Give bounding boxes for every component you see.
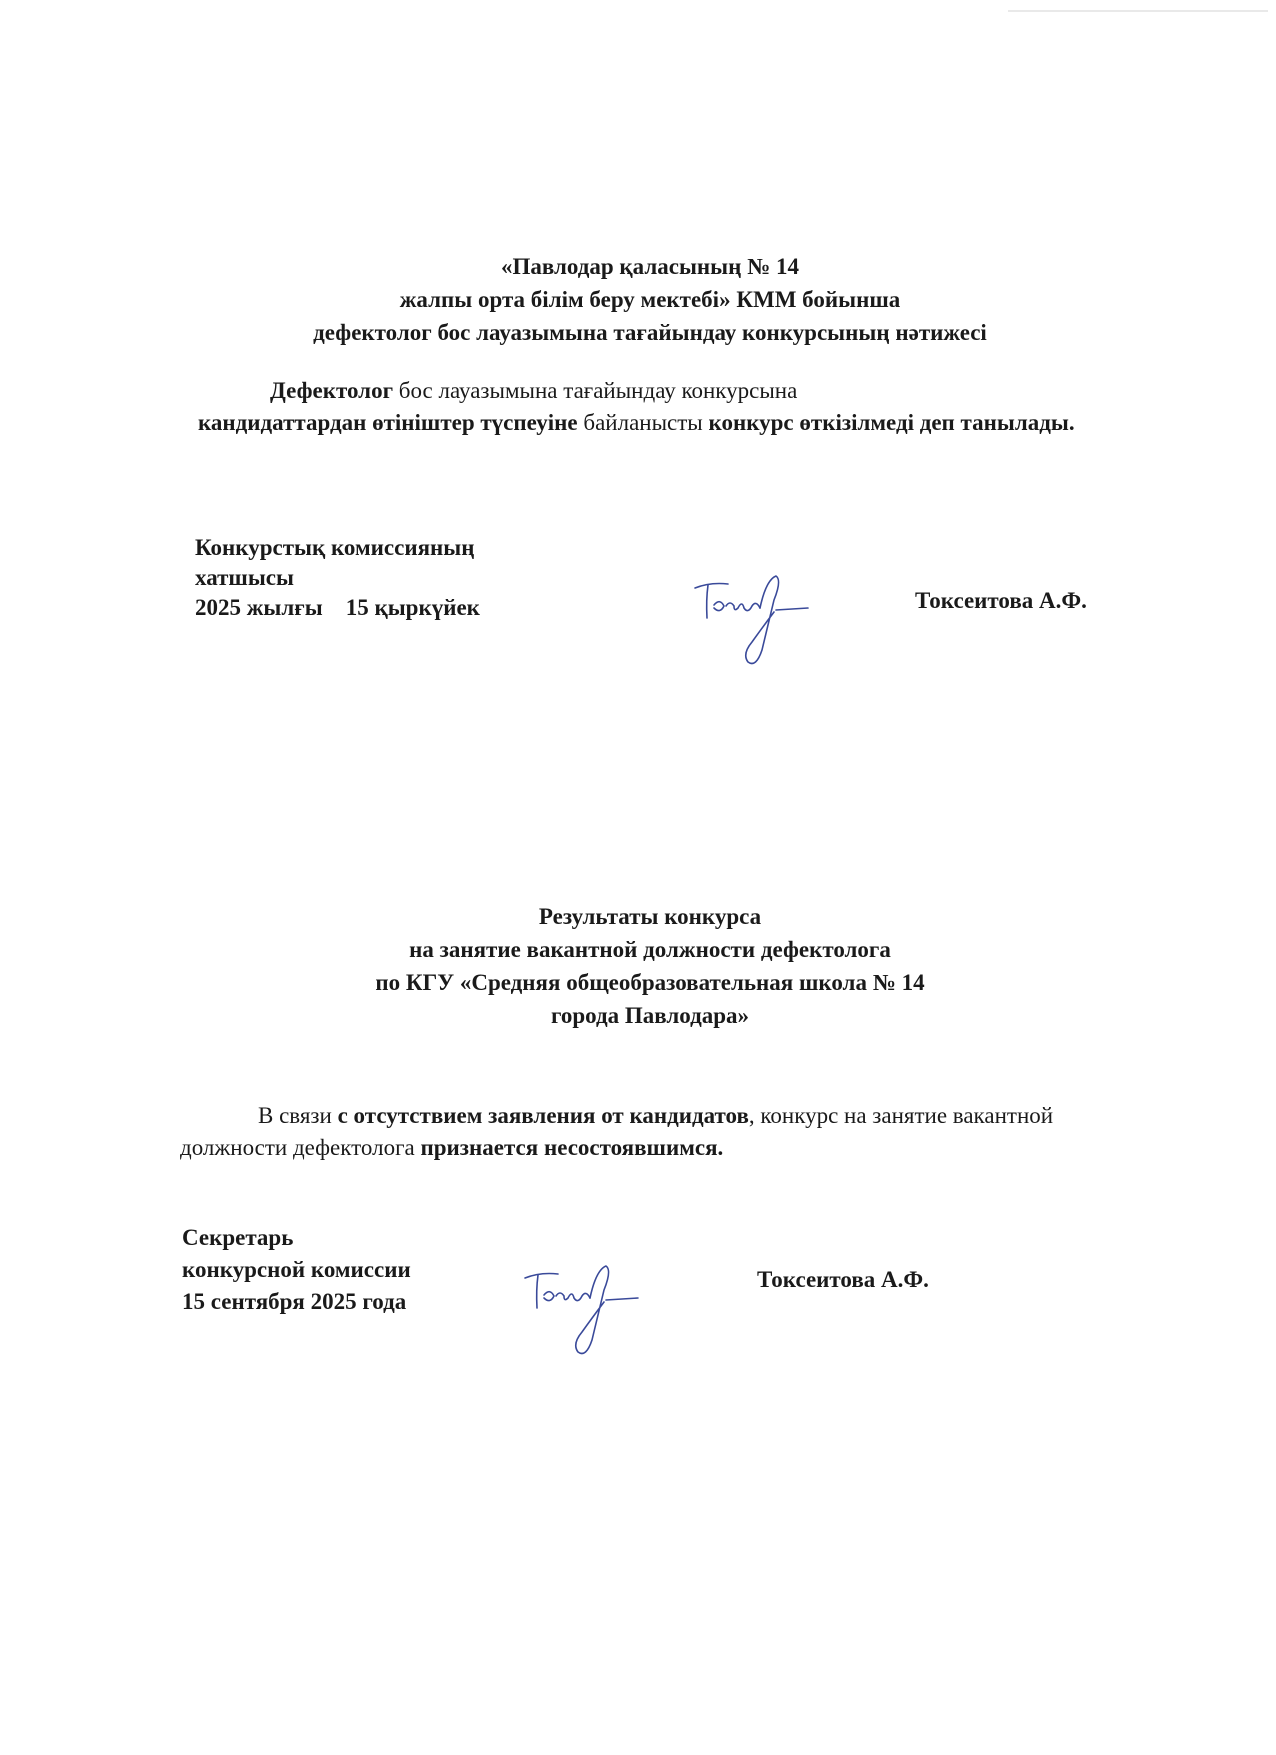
ru-title-line1: Результаты конкурса xyxy=(538,904,762,929)
scan-artifact xyxy=(1008,10,1268,12)
kz-signature-role xyxy=(195,533,480,623)
kz-para-bold2: кандидаттардан өтініштер түспеуіне xyxy=(198,410,578,435)
kz-sig-date-row xyxy=(195,593,480,623)
ru-paragraph xyxy=(180,1100,1160,1164)
ru-signature-role xyxy=(182,1222,411,1318)
ru-title-line3: по КГУ «Средняя общеобразовательная школа № 14 xyxy=(375,970,925,995)
ru-signatory-name: Токсеитова А.Ф. xyxy=(757,1267,929,1292)
kz-sig-role-line1: Конкурстық комиссияның xyxy=(195,535,475,560)
ru-para-text2: , конкурс на занятие вакантной должности дефектолога xyxy=(180,1103,1054,1160)
ru-title-line4: города Павлодара» xyxy=(550,1003,750,1028)
kz-paragraph xyxy=(198,375,1178,439)
kz-signatory-name: Токсеитова А.Ф. xyxy=(915,588,1087,613)
ru-para-bold1: с отсутствием заявления от кандидатов xyxy=(337,1103,749,1128)
ru-sig-date: 15 сентября 2025 года xyxy=(182,1289,407,1314)
ru-para-bold2: признается несостоявшимся. xyxy=(420,1135,724,1160)
ru-para-text1: В связи xyxy=(258,1103,338,1128)
kz-title-line2: жалпы орта білім беру мектебі» КММ бойынша xyxy=(399,287,901,312)
ru-title xyxy=(200,900,1100,1032)
ru-title-line2: на занятие вакантной должности дефектолога xyxy=(409,937,891,962)
kz-handwritten-signature xyxy=(690,570,830,670)
kz-para-text1: бос лауазымына тағайындау конкурсына xyxy=(393,378,798,403)
kz-para-text2: байланысты xyxy=(577,410,709,435)
kz-para-bold3: конкурс өткізілмеді деп танылады. xyxy=(708,410,1075,435)
kz-sig-role-line2: хатшысы xyxy=(195,565,294,590)
kz-para-bold1: Дефектолог xyxy=(270,378,394,403)
ru-sig-role-line1: Секретарь xyxy=(182,1225,294,1250)
kz-title-line1: «Павлодар қаласының № 14 xyxy=(500,254,800,279)
kz-title xyxy=(150,250,1150,349)
signature-drawing xyxy=(690,570,830,670)
kz-sig-year: 2025 жылғы xyxy=(195,595,323,620)
kz-sig-date: 15 қыркүйек xyxy=(345,595,480,620)
signature-drawing xyxy=(520,1260,660,1360)
ru-handwritten-signature xyxy=(520,1260,660,1360)
ru-sig-role-line2: конкурсной комиссии xyxy=(182,1257,411,1282)
kz-title-line3: дефектолог бос лауазымына тағайындау конкурсының нәтижесі xyxy=(313,320,987,345)
